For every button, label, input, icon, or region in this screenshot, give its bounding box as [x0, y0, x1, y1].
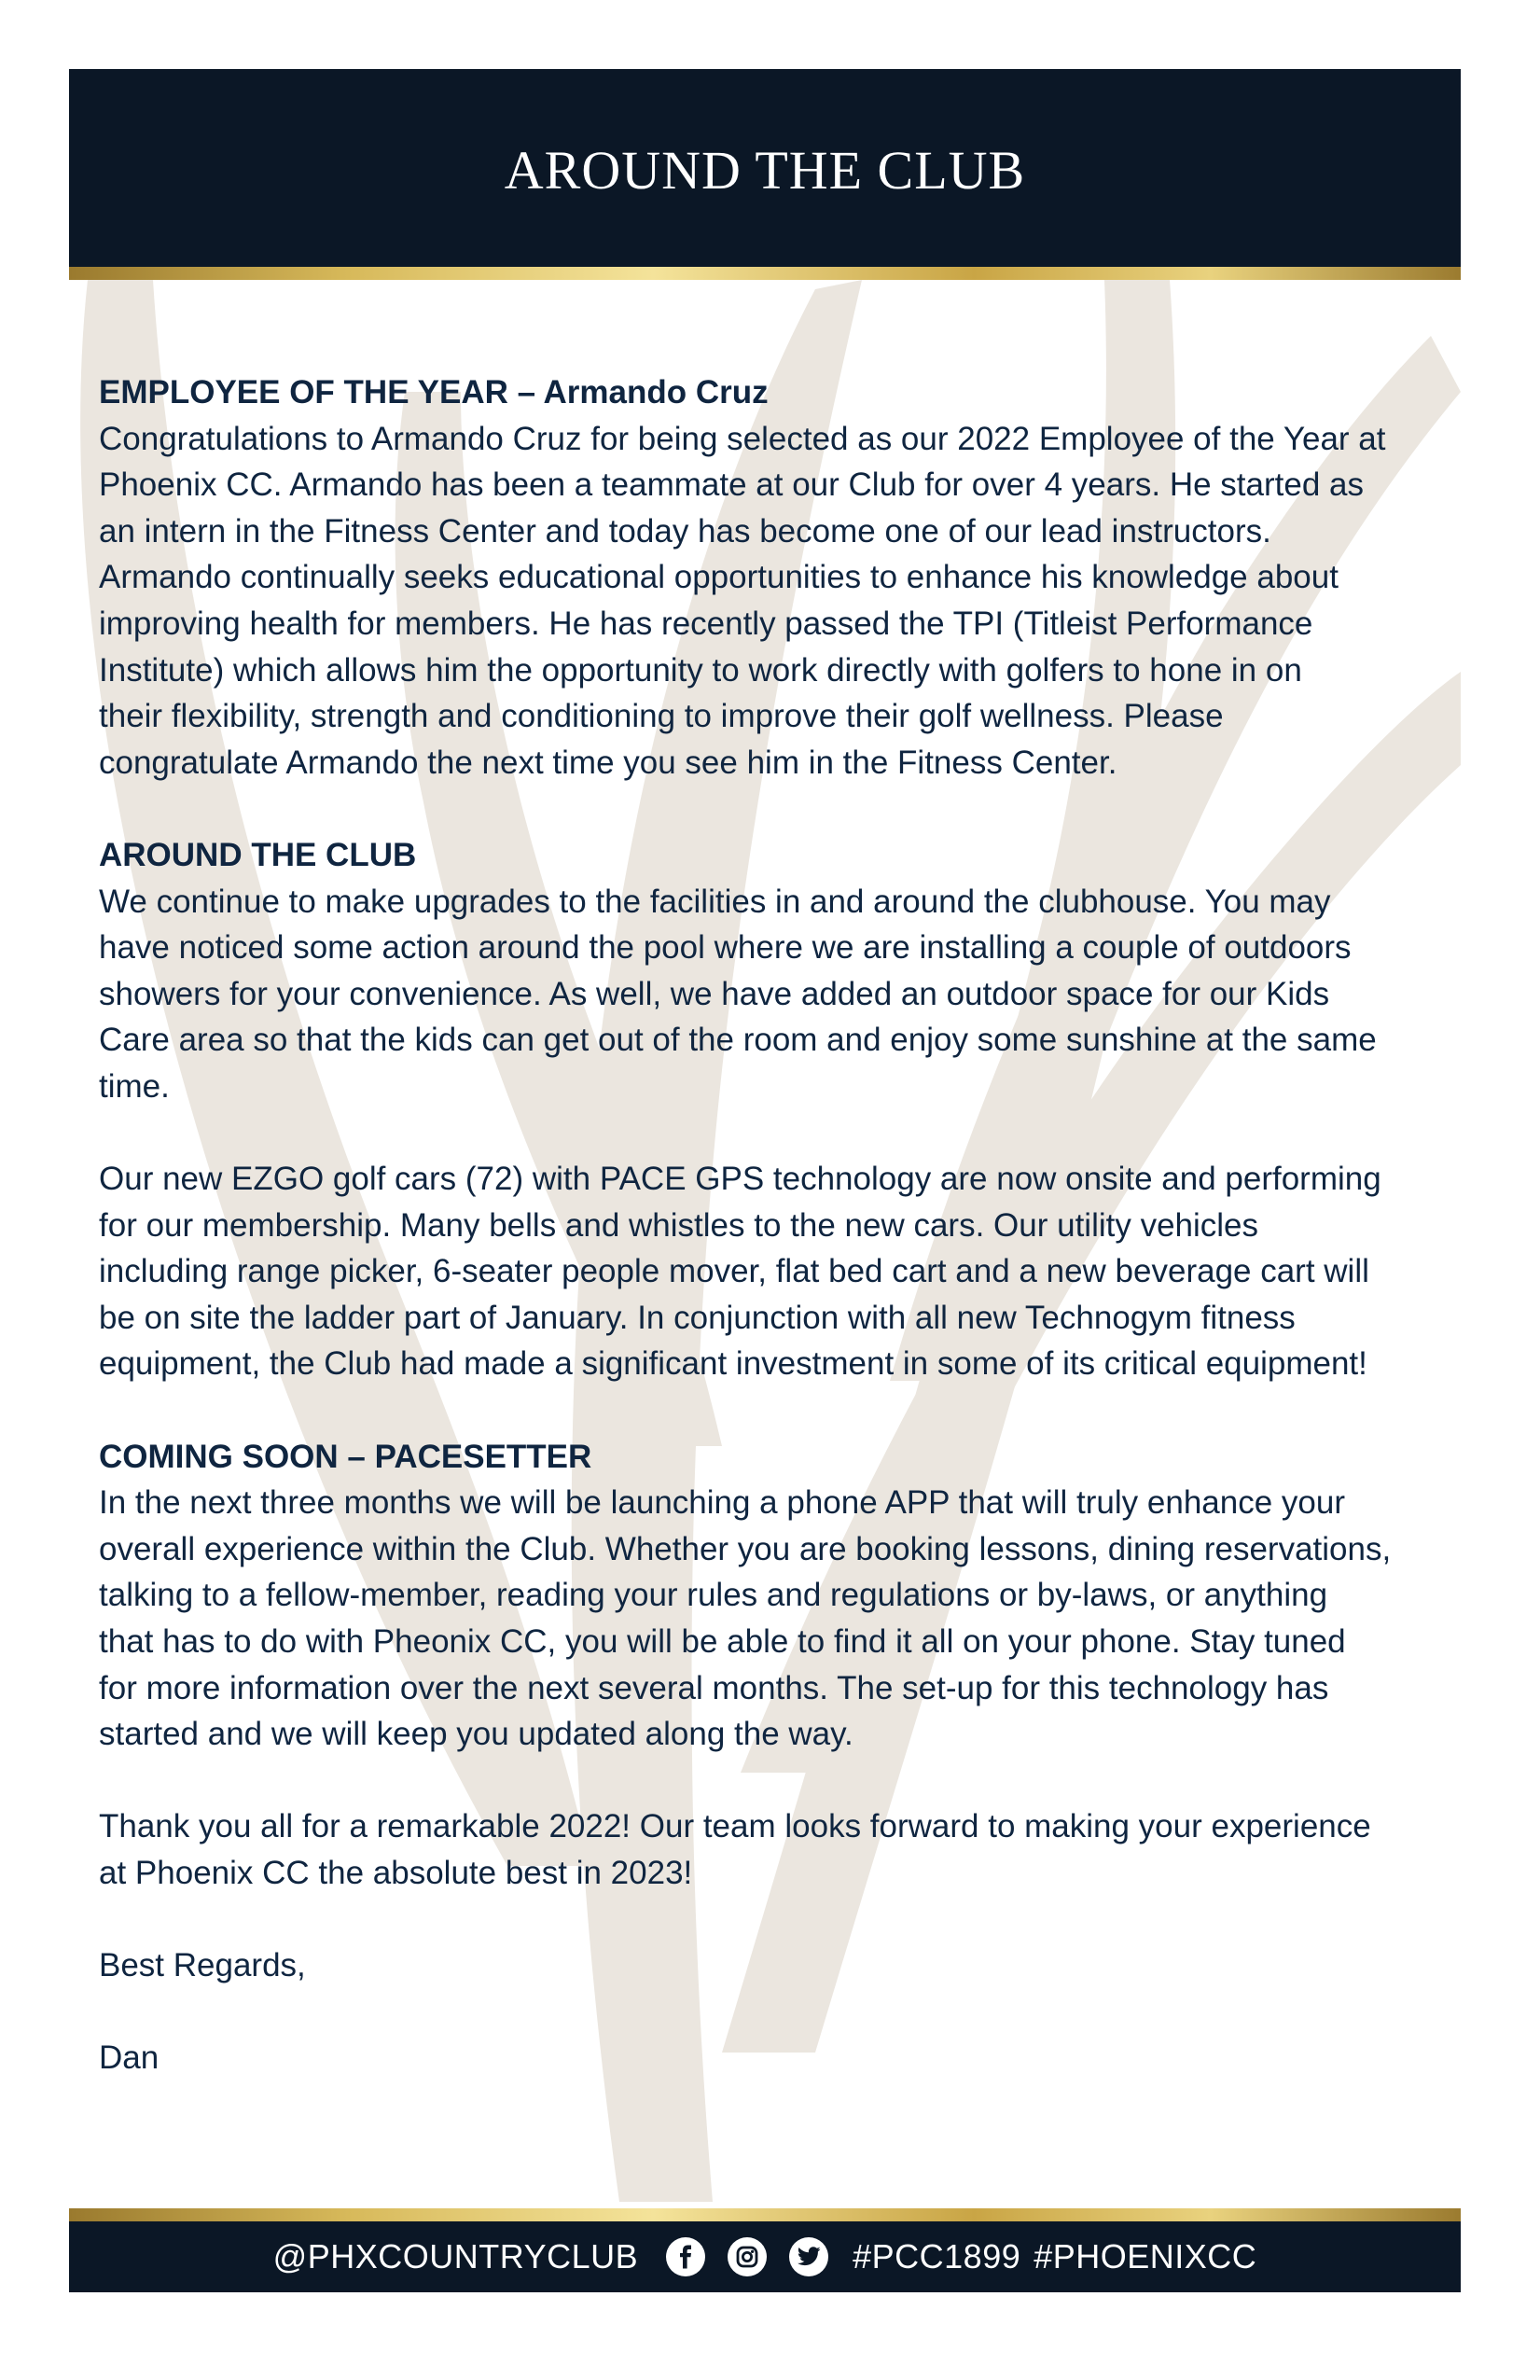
body-line: Armando continually seeks educational opportunities to enhance his knowledge about — [99, 559, 1339, 596]
body-line: Congratulations to Armando Cruz for being selected as our 2022 Employee of the Year at — [99, 420, 1386, 457]
section-body-around — [99, 879, 1479, 1110]
body-line: showers for your convenience. As well, we have added an outdoor space for our Kids — [99, 975, 1330, 1012]
body-line: equipment, the Club had made a significant investment in some of its critical equipment! — [99, 1345, 1367, 1383]
body-line: Our new EZGO golf cars (72) with PACE GPS technology are now onsite and performing — [99, 1161, 1381, 1198]
body-line: for our membership. Many bells and whistles to the new cars. Our utility vehicles — [99, 1206, 1259, 1244]
footer-bar — [69, 2221, 1461, 2292]
section-heading-around: AROUND THE CLUB — [99, 836, 417, 873]
page-title: AROUND THE CLUB — [504, 139, 1026, 201]
body-line: be on site the ladder part of January. In conjunction with all new Technogym fitness — [99, 1299, 1296, 1336]
body-line: started and we will keep you updated along the way. — [99, 1716, 853, 1753]
instagram-icon[interactable] — [728, 2237, 767, 2276]
facebook-icon[interactable] — [666, 2237, 705, 2276]
hashtag-pcc1899[interactable]: #PCC1899 — [853, 2237, 1021, 2276]
body-line: that has to do with Pheonix CC, you will be able to find it all on your phone. Stay tuned — [99, 1623, 1346, 1661]
social-handle[interactable]: @PHXCOUNTRYCLUB — [272, 2237, 639, 2276]
body-line: at Phoenix CC the absolute best in 2023! — [99, 1855, 693, 1891]
body-line: including range picker, 6-seater people mover, flat bed cart and a new beverage cart will — [99, 1253, 1369, 1290]
gold-divider-bottom — [69, 2208, 1461, 2221]
section-heading-pacesetter: COMING SOON – PACESETTER — [99, 1438, 592, 1475]
section-heading-employee: EMPLOYEE OF THE YEAR – Armando Cruz — [99, 374, 769, 411]
gold-divider-top — [69, 267, 1461, 280]
twitter-icon[interactable] — [789, 2237, 828, 2276]
body-line: for more information over the next several months. The set-up for this technology has — [99, 1669, 1329, 1706]
body-line: Thank you all for a remarkable 2022! Our team looks forward to making your experience — [99, 1808, 1371, 1845]
section-body-thanks — [99, 1803, 1479, 1896]
body-line: improving health for members. He has recently passed the TPI (Titleist Performance — [99, 605, 1313, 642]
body-line: Phoenix CC. Armando has been a teammate at our Club for over 4 years. He started as — [99, 466, 1364, 504]
body-line: an intern in the Fitness Center and today has become one of our lead instructors. — [99, 512, 1271, 550]
body-line: their flexibility, strength and conditioning to improve their golf wellness. Please — [99, 698, 1224, 735]
closing-text: Best Regards, — [99, 1947, 306, 1984]
body-line: talking to a fellow-member, reading your rules and regulations or by-laws, or anything — [99, 1577, 1328, 1614]
body-line: have noticed some action around the pool where we are installing a couple of outdoors — [99, 929, 1352, 967]
header-banner — [69, 69, 1461, 267]
body-line: congratulate Armando the next time you see him in the Fitness Center. — [99, 744, 1117, 781]
article-body — [99, 369, 1479, 2081]
section-body-pacesetter — [99, 1480, 1479, 1758]
body-line: In the next three months we will be launching a phone APP that will truly enhance your — [99, 1484, 1345, 1522]
section-body-employee — [99, 416, 1479, 786]
body-line: We continue to make upgrades to the facilities in and around the clubhouse. You may — [99, 883, 1331, 920]
body-line: time. — [99, 1067, 170, 1105]
section-body-golf-cars — [99, 1156, 1479, 1387]
signature: Dan — [99, 2039, 160, 2077]
body-line: Care area so that the kids can get out of the room and enjoy some sunshine at the same — [99, 1022, 1377, 1059]
body-line: overall experience within the Club. Whether you are booking lessons, dining reservations, — [99, 1530, 1392, 1567]
body-line: Institute) which allows him the opportunity to work directly with golfers to hone in on — [99, 651, 1302, 689]
hashtag-phoenixcc[interactable]: #PHOENIXCC — [1034, 2237, 1257, 2276]
